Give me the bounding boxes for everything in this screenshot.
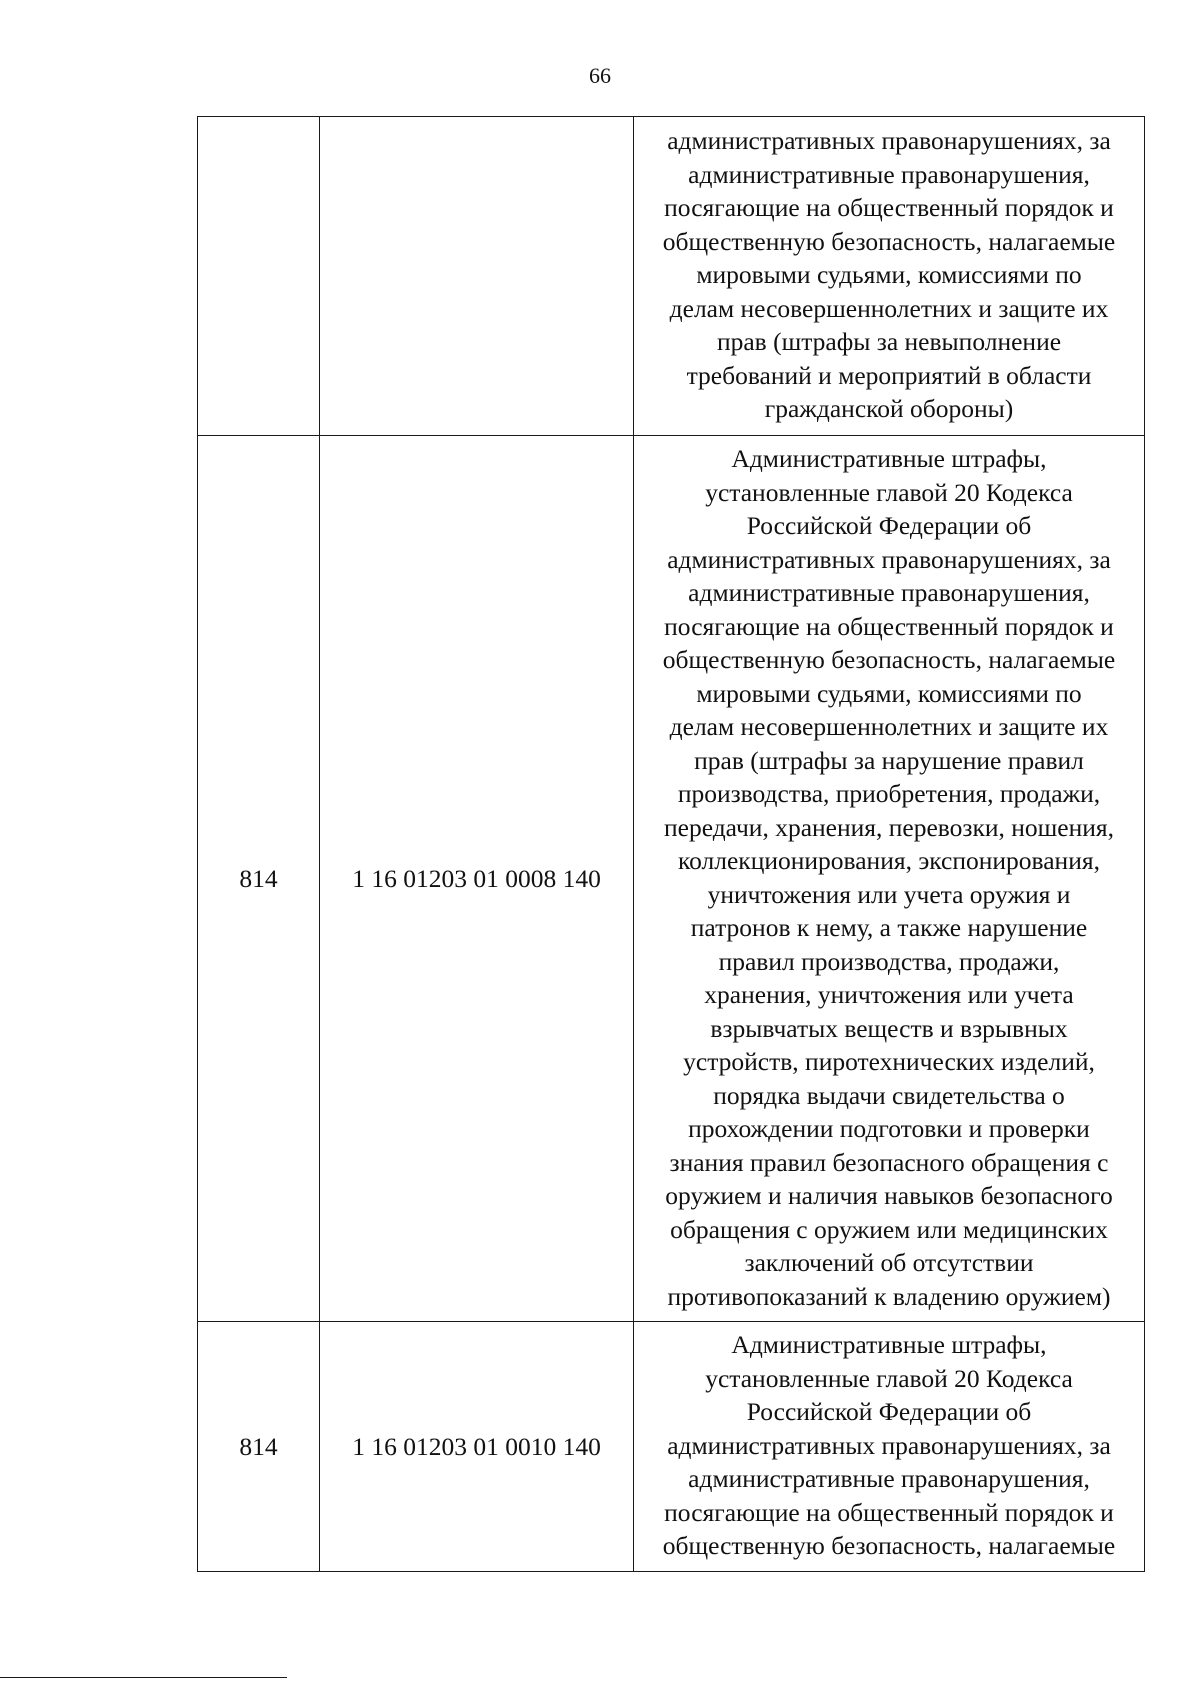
income-code-cell xyxy=(320,117,634,436)
admin-code-cell xyxy=(198,117,320,436)
budget-code-table xyxy=(197,116,1145,1572)
footnote-separator xyxy=(0,1677,287,1678)
admin-code-cell: 814 xyxy=(198,436,320,1322)
description-cell xyxy=(634,117,1145,436)
income-code-cell: 1 16 01203 01 0010 140 xyxy=(320,1322,634,1572)
page-number: 66 xyxy=(589,63,611,88)
description-text: Административные штрафы, установленные главой 20 Кодекса Российской Федерации об административных правонарушениях, за административные правонарушения, посягающие на общественный порядок и общественную безопасность, налагаемые xyxy=(662,1330,1116,1560)
description-cell xyxy=(634,1322,1145,1572)
table-row xyxy=(198,436,1145,1322)
admin-code-cell: 814 xyxy=(198,1322,320,1572)
description-text: Административные штрафы, установленные главой 20 Кодекса Российской Федерации об административных правонарушениях, за административные правонарушения, посягающие на общественный порядок и общественную безопасность, налагаемые мировыми судьями, комиссиями по делам несовершеннолетних и защите их прав (штрафы за нарушение правил производства, приобретения, продажи, передачи, хранения, перевозки, ношения, коллекционирования, экспонирования, уничтожения или учета оружия и патронов к нему, а также нарушение правил производства, продажи, хранения, уничтожения или учета взрывчатых веществ и взрывных устройств, пиротехнических изделий, порядка выдачи свидетельства о прохождении подготовки и проверки знания правил безопасного обращения с оружием и наличия навыков безопасного обращения с оружием или медицинских заключений об отсутствии противопоказаний к владению оружием) xyxy=(662,444,1116,1311)
income-code-cell: 1 16 01203 01 0008 140 xyxy=(320,436,634,1322)
description-cell xyxy=(634,436,1145,1322)
table-row xyxy=(198,1322,1145,1572)
description-text: административных правонарушениях, за административные правонарушения, посягающие на общественный порядок и общественную безопасность, налагаемые мировыми судьями, комиссиями по делам несовершеннолетних и защите их прав (штрафы за невыполнение требований и мероприятий в области гражданской обороны) xyxy=(662,126,1116,424)
table-row xyxy=(198,117,1145,436)
